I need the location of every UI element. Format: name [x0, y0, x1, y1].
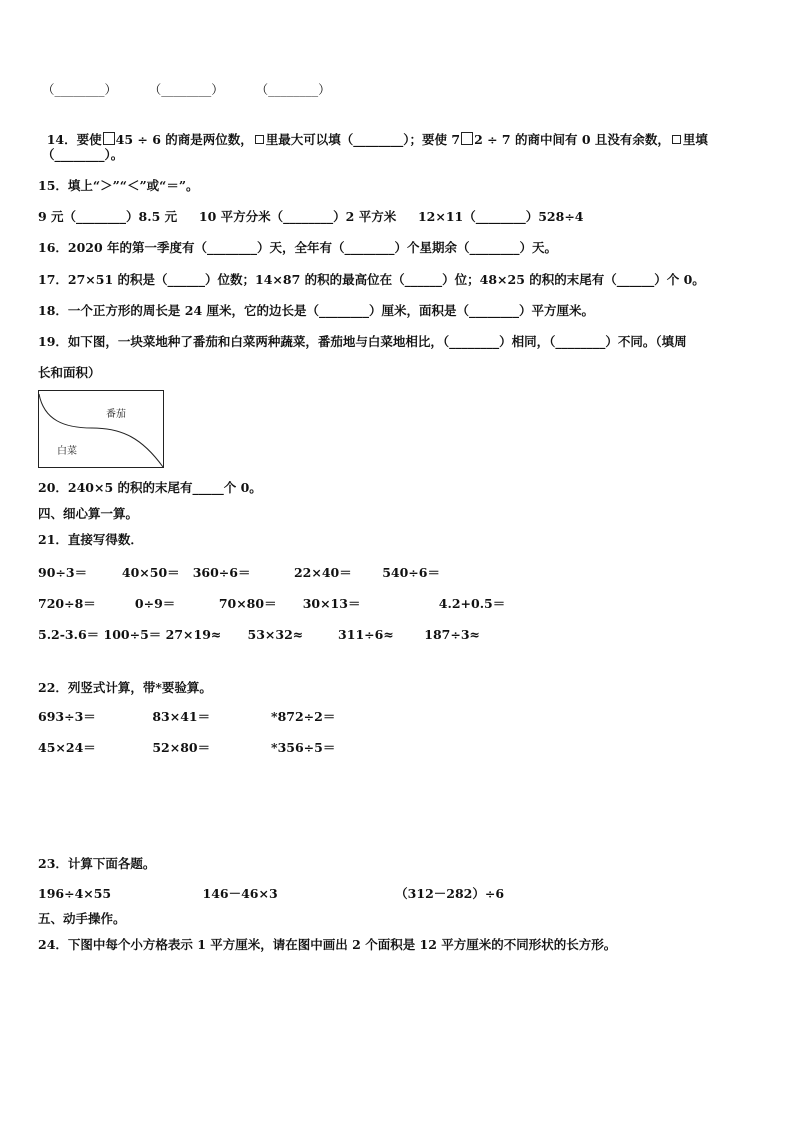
line-q17: 17．27×51 的积是（______）位数；14×87 的积的最高位在（______）位；48×25 的积的末尾有（______）个 0。: [38, 272, 705, 287]
section-5-heading: 五、动手操作。: [38, 911, 126, 926]
small-box-icon: [255, 135, 264, 144]
line-q16: 16．2020 年的第一季度有（________）天，全年有（________）个星期余（________）天。: [38, 240, 558, 255]
line-q24: 24．下图中每个小方格表示 1 平方厘米，请在图中画出 2 个面积是 12 平方厘米的不同形状的长方形。: [38, 937, 617, 952]
line-q21: 21．直接写得数．: [38, 532, 143, 547]
q14-part-e: 里填: [682, 132, 708, 147]
line-q13-continuation: （________） （________） （________）: [42, 82, 331, 97]
garden-diagram: [38, 390, 164, 468]
cabbage-label: 白菜: [57, 446, 77, 457]
line-q18: 18．一个正方形的周长是 24 厘米，它的边长是（________）厘米，面积是（________）平方厘米。: [38, 303, 594, 318]
box-icon: [461, 132, 473, 145]
small-box-icon: [672, 135, 681, 144]
tomato-label: 番茄: [106, 409, 126, 420]
garden-figure: [38, 390, 164, 468]
q14-part-b: 45 ÷ 6 的商是两位数，: [115, 132, 253, 147]
line-q14-continuation: （________）。: [42, 147, 124, 162]
box-icon: [103, 132, 115, 145]
line-q22-row1: 693÷3＝ 83×41＝ *872÷2＝: [38, 709, 336, 724]
line-q14: [38, 116, 708, 148]
line-q21-row3: 5.2-3.6＝ 100÷5＝ 27×19≈ 53×32≈ 311÷6≈ 187÷3≈: [38, 627, 480, 642]
line-q20: 20．240×5 的积的末尾有_____个 0。: [38, 480, 262, 495]
line-q22-row2: 45×24＝ 52×80＝ *356÷5＝: [38, 740, 336, 755]
line-q22: 22．列竖式计算，带*要验算。: [38, 680, 212, 695]
line-q19: 19．如下图，一块菜地种了番茄和白菜两种蔬菜，番茄地与白菜地相比，（________）相同，（________）不同。（填周: [38, 334, 687, 349]
line-q15: 15．填上“＞”“＜”或“＝”。: [38, 178, 199, 193]
line-q21-row2: 720÷8＝ 0÷9＝ 70×80＝ 30×13＝ 4.2+0.5＝: [38, 596, 506, 611]
line-q23: 23．计算下面各题。: [38, 856, 156, 871]
line-q23-row1: 196÷4×55 146－46×3 （312－282）÷6: [38, 886, 505, 901]
line-q21-row1: 90÷3＝ 40×50＝ 360÷6＝ 22×40＝ 540÷6＝: [38, 565, 440, 580]
q14-part-a: 14．要使: [46, 132, 102, 147]
line-q19-continuation: 长和面积）: [38, 365, 101, 380]
section-4-heading: 四、细心算一算。: [38, 506, 139, 521]
q14-part-d: 2 ÷ 7 的商中间有 0 且没有余数，: [474, 132, 670, 147]
q14-part-c: 里最大可以填（________）；要使 7: [265, 132, 461, 147]
line-q15-items: 9 元（________）8.5 元 10 平方分米（________）2 平方米 12×11（________）528÷4: [38, 209, 584, 224]
